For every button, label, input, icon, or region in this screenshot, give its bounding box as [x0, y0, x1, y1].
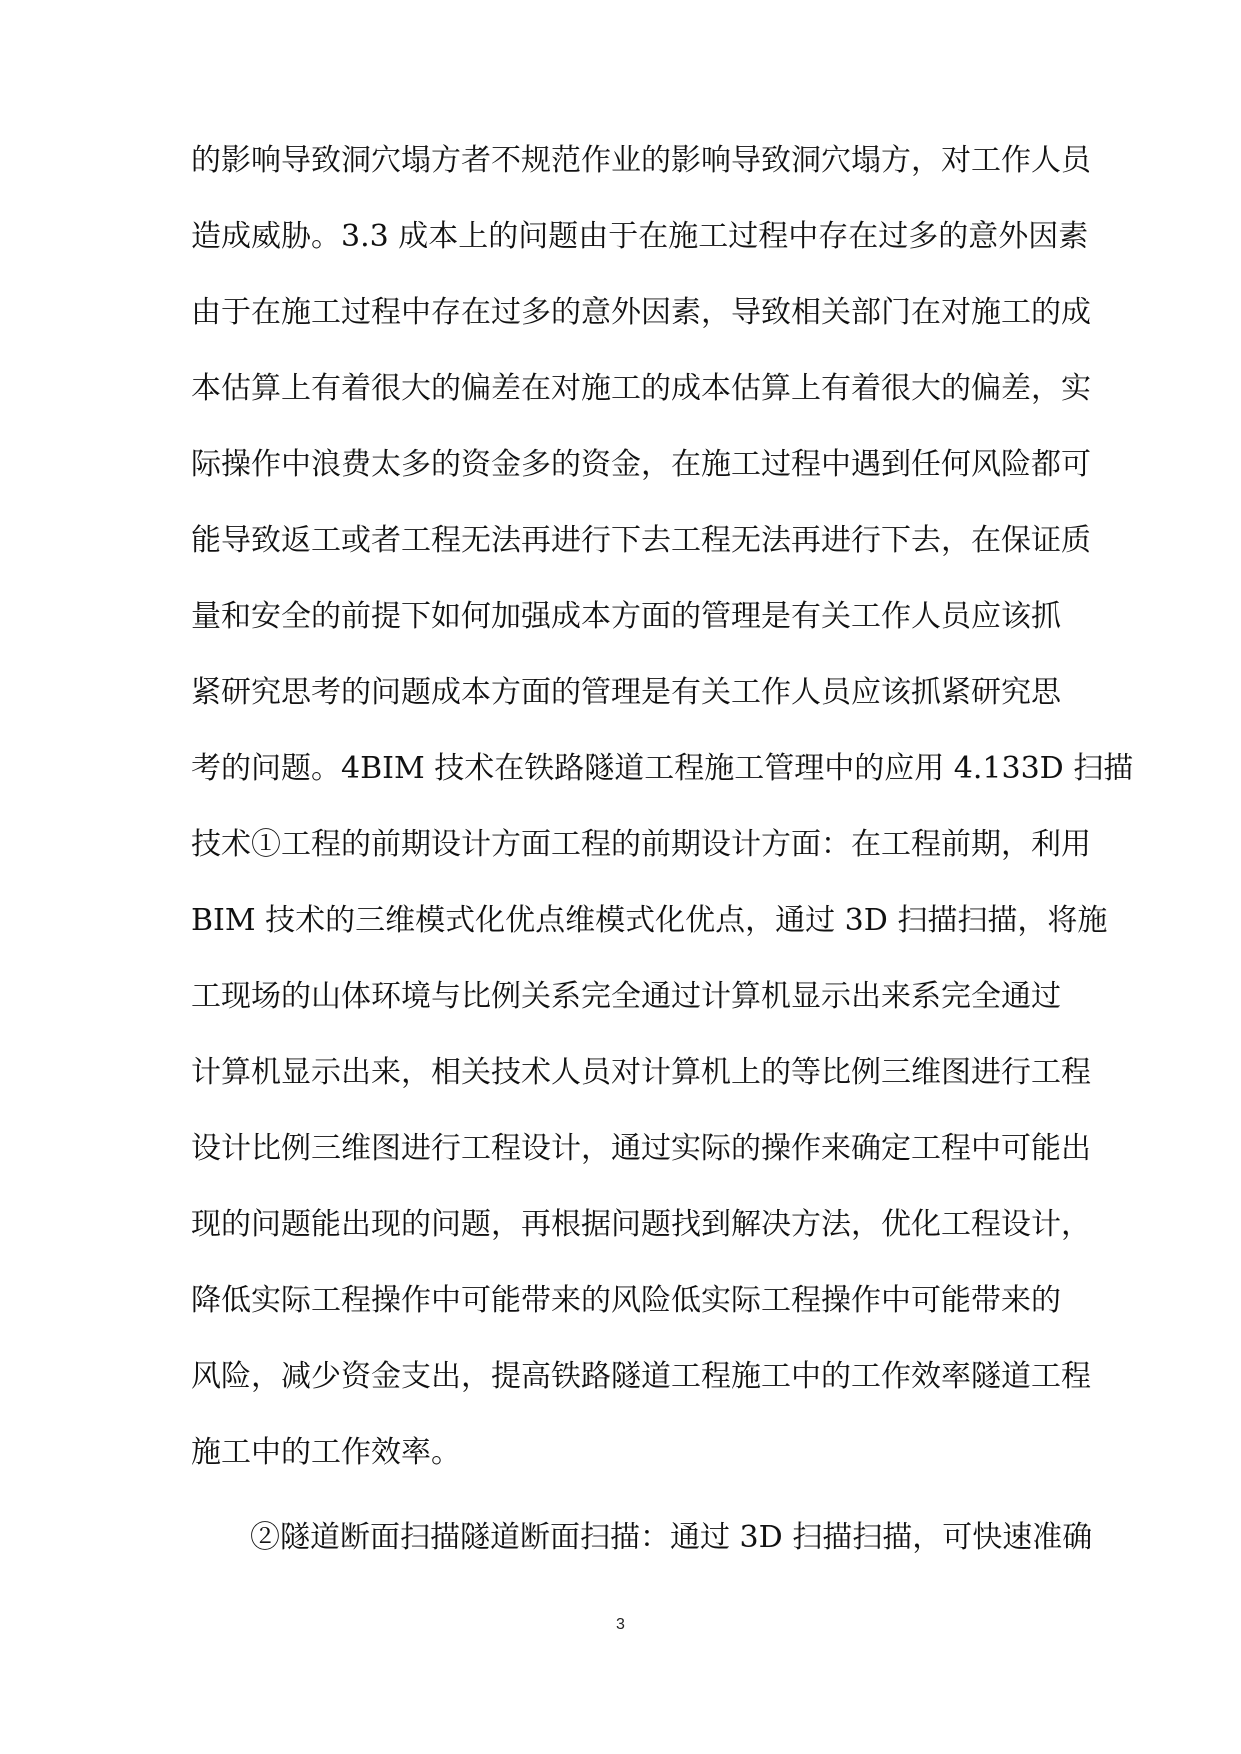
text-line: 降低实际工程操作中可能带来的风险低实际工程操作中可能带来的 [191, 1283, 1061, 1318]
text-line: 工现场的山体环境与比例关系完全通过计算机显示出来系完全通过 [191, 979, 1061, 1014]
text-line: 际操作中浪费太多的资金多的资金，在施工过程中遇到任何风险都可 [191, 447, 1091, 482]
text-line: 技术①工程的前期设计方面工程的前期设计方面：在工程前期，利用 [191, 827, 1091, 862]
text-line: 考的问题。4BIM 技术在铁路隧道工程施工管理中的应用 4.133D 扫描 [191, 751, 1134, 786]
page-number: 3 [616, 1616, 625, 1633]
text-line: 风险，减少资金支出，提高铁路隧道工程施工中的工作效率隧道工程 [191, 1359, 1091, 1394]
text-line: 施工中的工作效率。 [191, 1435, 461, 1470]
text-line: 由于在施工过程中存在过多的意外因素，导致相关部门在对施工的成 [191, 295, 1091, 330]
text-line: 造成威胁。3.3 成本上的问题由于在施工过程中存在过多的意外因素 [191, 219, 1089, 254]
text-line: ②隧道断面扫描隧道断面扫描：通过 3D 扫描扫描，可快速准确 [250, 1520, 1093, 1555]
text-line: 本估算上有着很大的偏差在对施工的成本估算上有着很大的偏差，实 [191, 371, 1091, 406]
text-line: 现的问题能出现的问题，再根据问题找到解决方法，优化工程设计， [191, 1207, 1091, 1242]
text-line: BIM 技术的三维模式化优点维模式化优点，通过 3D 扫描扫描，将施 [191, 903, 1108, 938]
text-line: 设计比例三维图进行工程设计，通过实际的操作来确定工程中可能出 [191, 1131, 1091, 1166]
text-line: 计算机显示出来，相关技术人员对计算机上的等比例三维图进行工程 [191, 1055, 1091, 1090]
text-line: 能导致返工或者工程无法再进行下去工程无法再进行下去，在保证质 [191, 523, 1091, 558]
text-line: 量和安全的前提下如何加强成本方面的管理是有关工作人员应该抓 [191, 599, 1061, 634]
text-line: 的影响导致洞穴塌方者不规范作业的影响导致洞穴塌方，对工作人员 [191, 143, 1091, 178]
text-line: 紧研究思考的问题成本方面的管理是有关工作人员应该抓紧研究思 [191, 675, 1061, 710]
